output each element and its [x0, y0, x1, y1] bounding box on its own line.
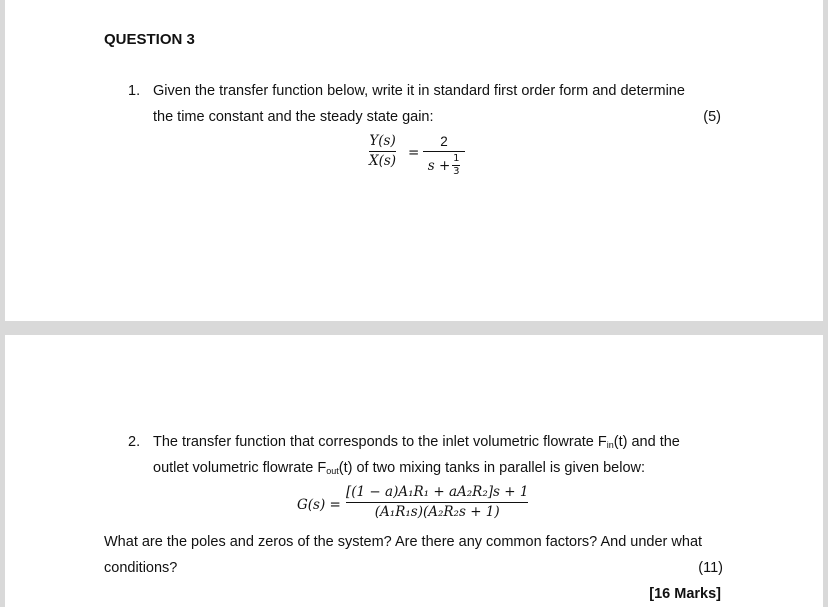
- q1-eq-lhs-den: X(s): [369, 152, 397, 169]
- fraction-bar: [369, 151, 396, 152]
- q1-eq-equals: =: [408, 145, 420, 161]
- q1-eq-inner-fraction: [452, 154, 460, 177]
- q2-eq-lhs: G(s) =: [297, 497, 341, 513]
- question-heading: QUESTION 3: [104, 31, 195, 48]
- q2-line2-sub: out: [326, 466, 339, 476]
- page-bottom: [5, 335, 823, 607]
- q1-eq-lhs-fraction: [369, 134, 396, 169]
- q1-eq-rhs-fraction: [423, 134, 465, 177]
- q1-eq-rhs-den-prefix: s +: [427, 157, 451, 174]
- q2-eq-fraction: [346, 485, 528, 520]
- q2-line1-sub: in: [606, 440, 614, 450]
- q2-line2-post: (t) of two mixing tanks in parallel is given below:: [338, 460, 646, 476]
- q1-eq-lhs-num: Y(s): [369, 133, 396, 149]
- q2-text-line1: [153, 434, 680, 450]
- q2-number: 2.: [128, 434, 141, 450]
- fraction-bar: [423, 151, 465, 152]
- q1-number: 1.: [128, 83, 141, 99]
- fraction-bar: [346, 502, 528, 503]
- q2-line1-post: (t) and the: [613, 434, 680, 450]
- q2-eq-den: (A₁R₁s)(A₂R₂s + 1): [374, 503, 500, 520]
- q2-text-line3: What are the poles and zeros of the system? Are there any common factors? And under what: [104, 534, 703, 550]
- q1-text-line1: Given the transfer function below, write it in standard first order form and determine: [153, 83, 685, 99]
- q1-text-line2: the time constant and the steady state gain:: [153, 109, 434, 125]
- q2-marks: (11): [698, 560, 723, 576]
- q1-eq-inner-den: 3: [453, 166, 460, 177]
- q1-eq-inner-num: 1: [453, 153, 460, 164]
- total-marks: [16 Marks]: [649, 586, 721, 602]
- q2-line1-pre: The transfer function that corresponds to the inlet volumetric flowrate F: [153, 434, 607, 450]
- page-top: [5, 0, 823, 321]
- q1-marks: (5): [703, 109, 721, 125]
- q1-eq-rhs-num: 2: [440, 134, 448, 149]
- q2-text-line2: [153, 460, 645, 476]
- q2-line2-pre: outlet volumetric flowrate F: [153, 460, 327, 476]
- q2-text-line4: conditions?: [104, 560, 178, 576]
- q2-eq-num: [(1 − a)A₁R₁ + aA₂R₂]s + 1: [346, 484, 529, 500]
